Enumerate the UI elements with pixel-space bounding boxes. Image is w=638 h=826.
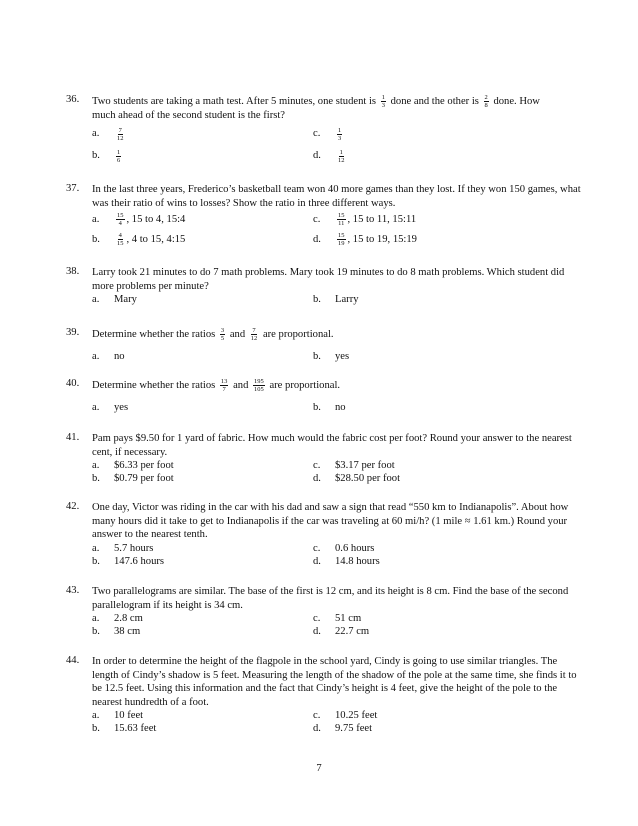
option-b[interactable]: b. $0.79 per foot xyxy=(92,473,174,484)
option-d[interactable]: d. 22.7 cm xyxy=(313,626,370,637)
option-a[interactable]: a. yes xyxy=(92,402,129,413)
option-b[interactable]: b. 38 cm xyxy=(92,626,141,637)
option-a[interactable]: a. $\frac{7}{12}$ xyxy=(92,126,124,142)
question-number: 39. xyxy=(66,327,80,338)
answer-options xyxy=(92,459,586,487)
fraction: $\frac{2}{8}$ xyxy=(484,94,488,109)
option-a[interactable]: a. no xyxy=(92,351,125,362)
question-44 xyxy=(66,655,586,737)
option-b[interactable]: b. no xyxy=(313,402,346,413)
answer-options xyxy=(92,709,586,737)
option-c[interactable]: c. $\frac{15}{11}$ , 15 to 11, 15:11 xyxy=(313,212,417,227)
answer-options xyxy=(92,342,586,362)
question-number: 37. xyxy=(66,183,80,194)
question-number: 41. xyxy=(66,432,80,443)
question-stem: In the last three years, Frederico’s basketball team won 40 more games than they lost. If they won 150 games, what was their ratio of wins to losses? Show the ratio in three different ways. xyxy=(92,184,581,209)
answer-options xyxy=(92,393,586,413)
question-number: 38. xyxy=(66,266,80,277)
question-stem: Determine whether the ratios $\frac{13}{7}$ and $\frac{195}{105}$ are proportional. xyxy=(92,378,341,393)
question-number: 43. xyxy=(66,585,80,596)
option-b[interactable]: b. $\frac{4}{15}$ , 4 to 15, 4:15 xyxy=(92,232,186,247)
question-stem: Two parallelograms are similar. The base of the first is 12 cm, and its height is 8 cm. Find the base of the second parallelogram if its height is 34 cm. xyxy=(92,586,569,611)
option-b[interactable]: b. yes xyxy=(313,351,350,362)
question-stem: Determine whether the ratios $\frac{3}{5}$ and $\frac{7}{12}$ are proportional. xyxy=(92,327,334,342)
fraction: $\frac{3}{5}$ xyxy=(220,327,225,342)
question-stem: Larry took 21 minutes to do 7 math problems. Mary took 19 minutes to do 8 math problems. Which student did more problems per minute? xyxy=(92,267,565,292)
question-stem: In order to determine the height of the flagpole in the school yard, Cindy is going to use similar triangles. The length of Cindy’s shadow is 5 feet. Measuring the length of the shadow of the pole at the same time, she finds it to be 12.5 feet. Using this information and the fact that Cindy’s height is 4 feet, give the height of the pole to the nearest hundredth of a foot. xyxy=(92,656,577,708)
answer-options xyxy=(92,210,586,250)
option-b[interactable]: b. 15.63 feet xyxy=(92,723,157,734)
option-b[interactable]: b. Larry xyxy=(313,294,359,305)
option-c[interactable]: c. $3.17 per foot xyxy=(313,460,395,471)
option-a[interactable]: a. $6.33 per foot xyxy=(92,460,174,471)
question-37 xyxy=(66,183,586,250)
question-number: 42. xyxy=(66,501,80,512)
question-42 xyxy=(66,501,586,570)
fraction: $\frac{1}{3}$ xyxy=(381,94,385,109)
option-d[interactable]: d. 14.8 hours xyxy=(313,555,380,567)
fraction: $\frac{195}{105}$ xyxy=(254,378,264,393)
question-39 xyxy=(66,327,586,362)
option-d[interactable]: d. $\frac{1}{12}$ xyxy=(313,148,345,164)
question-number: 44. xyxy=(66,655,80,666)
question-number: 36. xyxy=(66,94,80,105)
option-c[interactable]: c. 10.25 feet xyxy=(313,710,378,721)
option-c[interactable]: c. $\frac{1}{3}$ xyxy=(313,126,342,142)
option-b[interactable]: b. 147.6 hours xyxy=(92,555,165,567)
answer-options xyxy=(92,123,586,167)
option-a[interactable]: a. $\frac{15}{4}$ , 15 to 4, 15:4 xyxy=(92,212,186,227)
question-stem: Two students are taking a math test. After 5 minutes, one student is $\frac{1}{3}$ done and the other is $\frac{2}{8}$ done. How much ahead of the second student is the first? xyxy=(92,94,540,121)
option-a[interactable]: a. 5.7 hours xyxy=(92,542,154,554)
page-number: 7 xyxy=(316,763,322,774)
question-36 xyxy=(66,94,586,167)
option-a[interactable]: a. 10 feet xyxy=(92,710,144,721)
option-c[interactable]: c. 0.6 hours xyxy=(313,542,375,554)
answer-options xyxy=(92,612,586,640)
option-d[interactable]: d. 9.75 feet xyxy=(313,723,373,734)
question-number: 40. xyxy=(66,378,80,389)
option-a[interactable]: a. 2.8 cm xyxy=(92,613,143,624)
answer-options xyxy=(92,542,586,570)
option-a[interactable]: a. Mary xyxy=(92,294,137,305)
option-b[interactable]: b. $\frac{1}{6}$ xyxy=(92,148,121,164)
question-43 xyxy=(66,585,586,640)
question-38 xyxy=(66,266,586,307)
option-d[interactable]: d. $28.50 per foot xyxy=(313,473,401,484)
option-d[interactable]: d. $\frac{15}{19}$ , 15 to 19, 15:19 xyxy=(313,232,417,247)
option-c[interactable]: c. 51 cm xyxy=(313,613,362,624)
question-stem: One day, Victor was riding in the car with his dad and saw a sign that read “550 km to Indianapolis”. About how many hours did it take to get to Indianapolis if the car was traveling at 60 mi/h? (1 mile ≈ 1.61 km.) Round your answer to the nearest tenth. xyxy=(92,502,569,540)
fraction: $\frac{13}{7}$ xyxy=(220,378,228,393)
question-41 xyxy=(66,432,586,487)
fraction: $\frac{7}{12}$ xyxy=(250,327,258,342)
answer-options xyxy=(92,293,586,307)
question-stem: Pam pays $9.50 for 1 yard of fabric. How much would the fabric cost per foot? Round your answer to the nearest cent, if necessary. xyxy=(92,433,572,458)
question-40 xyxy=(66,378,586,413)
